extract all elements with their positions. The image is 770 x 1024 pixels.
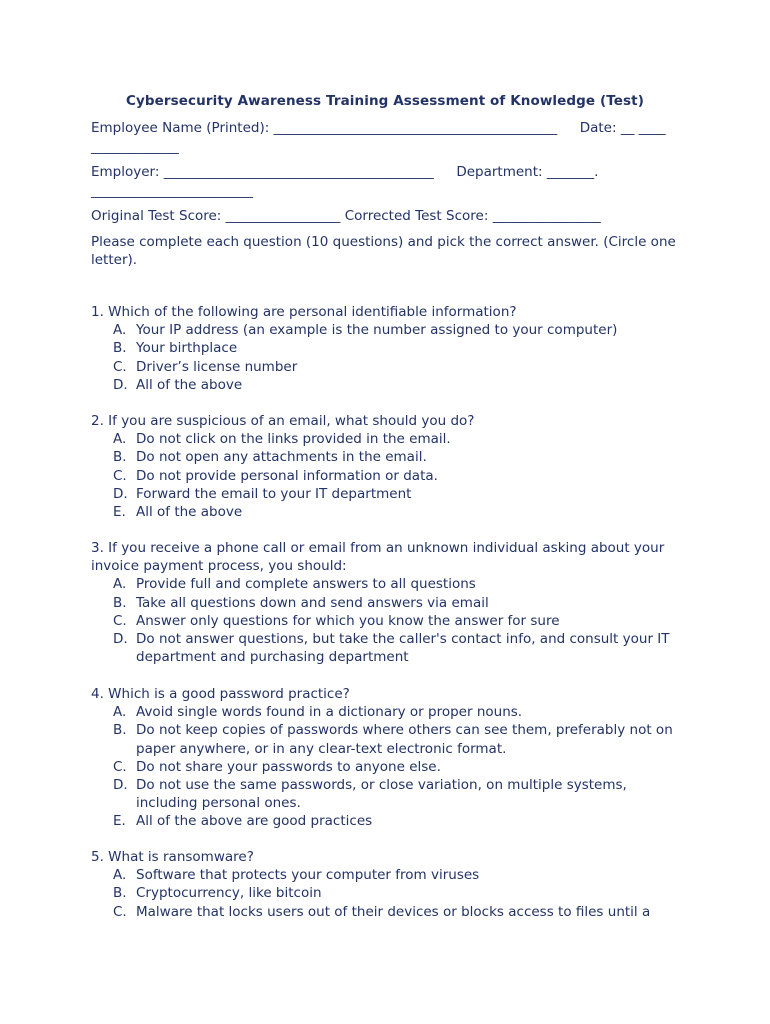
- department-blank-continued[interactable]: ________________________: [91, 183, 253, 199]
- answer-option-e[interactable]: [91, 812, 691, 830]
- option-text: Cryptocurrency, like bitcoin: [136, 885, 322, 902]
- date-label: Date:: [579, 120, 617, 136]
- option-letter: B.: [113, 340, 127, 357]
- question-4: [91, 685, 691, 831]
- answer-option-b[interactable]: [91, 884, 691, 902]
- option-letter: A.: [113, 322, 127, 339]
- document-title: Cybersecurity Awareness Training Assessment of Knowledge (Test): [125, 93, 644, 109]
- answer-option-b[interactable]: [91, 721, 691, 757]
- employee-name-blank-tail: __: [543, 120, 558, 136]
- answer-option-b[interactable]: [91, 594, 691, 612]
- question-text: 2. If you are suspicious of an email, what should you do?: [91, 413, 475, 429]
- employee-name-blank[interactable]: ________________________________________: [273, 120, 544, 136]
- option-text: Do not keep copies of passwords where others can see them, preferably not on paper anywhere, or in any clear-text electronic format.: [136, 722, 673, 757]
- employer-blank[interactable]: _____________________________________: [163, 164, 414, 180]
- corrected-score-label: Corrected Test Score:: [344, 208, 489, 224]
- answer-option-d[interactable]: [91, 776, 691, 812]
- question-2: [91, 412, 691, 521]
- original-score-blank[interactable]: _________________: [225, 208, 341, 224]
- option-letter: C.: [113, 358, 127, 375]
- option-text: Avoid single words found in a dictionary or proper nouns.: [136, 704, 523, 721]
- answer-option-a[interactable]: [91, 430, 691, 448]
- option-letter: D.: [113, 376, 128, 393]
- option-text: Forward the email to your IT department: [136, 485, 412, 502]
- option-letter: E.: [113, 813, 126, 830]
- date-blank-continued[interactable]: _____________: [91, 139, 179, 155]
- answer-option-b[interactable]: [91, 448, 691, 466]
- question-text: 5. What is ransomware?: [91, 849, 254, 865]
- answer-option-b[interactable]: [91, 339, 691, 357]
- option-text: Your IP address (an example is the number assigned to your computer): [136, 322, 618, 339]
- employee-name-line: [91, 120, 666, 136]
- option-letter: D.: [113, 631, 128, 648]
- answer-option-d[interactable]: [91, 485, 691, 503]
- option-text: Driver’s license number: [136, 358, 298, 375]
- option-letter: C.: [113, 758, 127, 775]
- option-letter: E.: [113, 504, 126, 521]
- answer-option-c[interactable]: [91, 358, 691, 376]
- answer-option-d[interactable]: [91, 630, 691, 666]
- employee-name-label: Employee Name (Printed):: [91, 120, 270, 136]
- department-blank[interactable]: _______: [546, 164, 595, 180]
- answer-option-a[interactable]: [91, 866, 691, 884]
- option-text: Do not answer questions, but take the caller's contact info, and consult your IT department and purchasing department: [136, 631, 670, 666]
- answer-option-a[interactable]: [91, 575, 691, 593]
- answer-option-c[interactable]: [91, 903, 691, 921]
- answer-option-d[interactable]: [91, 376, 691, 394]
- option-text: Answer only questions for which you know the answer for sure: [136, 612, 560, 629]
- option-letter: B.: [113, 885, 127, 902]
- answer-option-c[interactable]: [91, 612, 691, 630]
- option-letter: A.: [113, 431, 127, 448]
- department-label: Department:: [456, 164, 543, 180]
- question-text: 1. Which of the following are personal identifiable information?: [91, 304, 517, 320]
- option-letter: A.: [113, 867, 127, 884]
- corrected-score-blank[interactable]: ________________: [492, 208, 601, 224]
- question-3: [91, 539, 691, 666]
- option-letter: A.: [113, 704, 127, 721]
- option-text: Software that protects your computer from viruses: [136, 867, 480, 884]
- option-text: All of the above: [136, 376, 243, 393]
- instructions: Please complete each question (10 questions) and pick the correct answer. (Circle one letter).: [91, 234, 676, 269]
- answer-option-a[interactable]: [91, 321, 691, 339]
- original-score-label: Original Test Score:: [91, 208, 222, 224]
- option-letter: D.: [113, 777, 128, 794]
- option-letter: C.: [113, 612, 127, 629]
- question-1: [91, 303, 691, 394]
- question-5: [91, 848, 691, 921]
- answer-option-c[interactable]: [91, 467, 691, 485]
- question-text: 3. If you receive a phone call or email from an unknown individual asking about your invoice payment process, you should:: [91, 540, 665, 575]
- option-text: Provide full and complete answers to all questions: [136, 576, 476, 593]
- date-blank-tail: __: [652, 120, 666, 136]
- question-text: 4. Which is a good password practice?: [91, 686, 350, 702]
- answer-option-c[interactable]: [91, 758, 691, 776]
- option-letter: A.: [113, 576, 127, 593]
- option-letter: C.: [113, 903, 127, 920]
- option-text: Your birthplace: [136, 340, 238, 357]
- option-text: Do not click on the links provided in the email.: [136, 431, 451, 448]
- option-text: Do not use the same passwords, or close variation, on multiple systems, including personal ones.: [136, 777, 627, 812]
- answer-option-a[interactable]: [91, 703, 691, 721]
- option-letter: C.: [113, 467, 127, 484]
- option-text: Do not open any attachments in the email.: [136, 449, 427, 466]
- option-text: Do not share your passwords to anyone else.: [136, 758, 441, 775]
- option-text: Do not provide personal information or data.: [136, 467, 438, 484]
- option-text: Take all questions down and send answers via email: [136, 594, 489, 611]
- employer-blank-tail: ___: [413, 164, 434, 180]
- employer-label: Employer:: [91, 164, 160, 180]
- option-letter: B.: [113, 722, 127, 739]
- employer-line: [91, 164, 598, 180]
- option-text: All of the above are good practices: [136, 813, 373, 830]
- option-text: All of the above: [136, 504, 243, 521]
- option-letter: B.: [113, 594, 127, 611]
- date-blank[interactable]: __ __: [620, 120, 653, 136]
- answer-option-e[interactable]: [91, 503, 691, 521]
- score-line: [91, 208, 601, 224]
- option-text: Malware that locks users out of their devices or blocks access to files until a: [136, 903, 651, 920]
- department-blank-tail: .: [594, 164, 599, 180]
- option-letter: B.: [113, 449, 127, 466]
- option-letter: D.: [113, 485, 128, 502]
